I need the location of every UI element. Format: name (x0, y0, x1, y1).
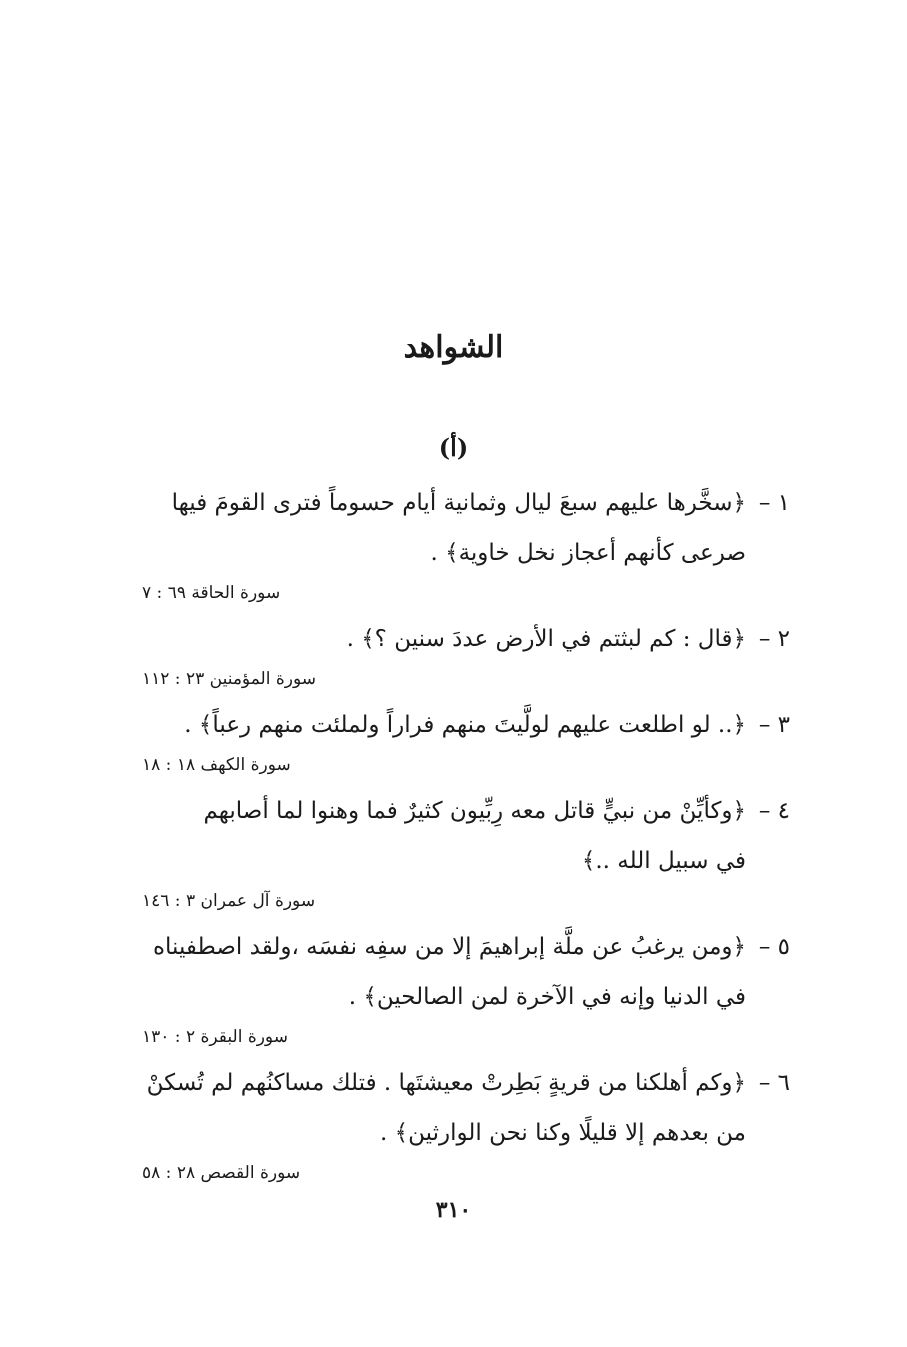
verse-source: سورة القصص ٢٨ : ٥٨ (142, 1163, 301, 1183)
verse-text: ﴿قال : كم لبثتم في الأرض عددَ سنين ؟﴾ . (346, 626, 746, 652)
verse-text-continued: من بعدهم إلا قليلًا وكنا نحن الوارثين﴾ . (380, 1120, 746, 1146)
entry-6 (100, 1058, 790, 1194)
verse-text: ﴿سخَّرها عليهم سبعَ ليال وثمانية أيام حسوماً فترى القومَ فيها (171, 490, 746, 516)
verse-text: ﴿وكم أهلكنا من قريةٍ بَطِرتْ معيشتَها . فتلك مساكنُهم لم تُسكنْ (146, 1070, 746, 1096)
entry-2 (100, 614, 790, 700)
entry-number: ٥ – (758, 934, 790, 960)
verse-source: سورة الكهف ١٨ : ١٨ (142, 755, 291, 775)
verse-source: سورة المؤمنين ٢٣ : ١١٢ (142, 669, 316, 689)
entry-number: ٢ – (758, 626, 790, 652)
entry-number: ١ – (758, 490, 790, 516)
verse-text-continued: في سبيل الله ..﴾ (581, 848, 746, 874)
entry-3 (100, 700, 790, 786)
verse-text-continued: صرعى كأنهم أعجاز نخل خاوية﴾ . (430, 540, 746, 566)
verse-text: ﴿وكأيِّنْ من نبيٍّ قاتل معه رِبِّيون كثيرٌ فما وهنوا لما أصابهم (203, 798, 746, 824)
page-title: الشواهد (403, 330, 504, 365)
verse-source: سورة البقرة ٢ : ١٣٠ (142, 1027, 288, 1047)
verse-text: ﴿ومن يرغبُ عن ملَّة إبراهيمَ إلا من سفِه نفسَه ،ولقد اصطفيناه (152, 934, 746, 960)
section-label: (أ) (438, 433, 469, 462)
entry-number: ٤ – (758, 798, 790, 824)
verse-source: سورة الحاقة ٦٩ : ٧ (142, 583, 281, 603)
entry-number: ٦ – (758, 1070, 790, 1096)
entry-5 (100, 922, 790, 1058)
entry-1 (100, 478, 790, 614)
entry-4 (100, 786, 790, 922)
entries-list (100, 478, 790, 1194)
verse-text: ﴿.. لو اطلعت عليهم لولَّيتَ منهم فراراً ولملئت منهم رعباً﴾ . (184, 712, 746, 738)
verse-source: سورة آل عمران ٣ : ١٤٦ (142, 891, 316, 911)
entry-number: ٣ – (758, 712, 790, 738)
page-number: ٣١٠ (435, 1197, 472, 1223)
verse-text-continued: في الدنيا وإنه في الآخرة لمن الصالحين﴾ . (348, 984, 746, 1010)
